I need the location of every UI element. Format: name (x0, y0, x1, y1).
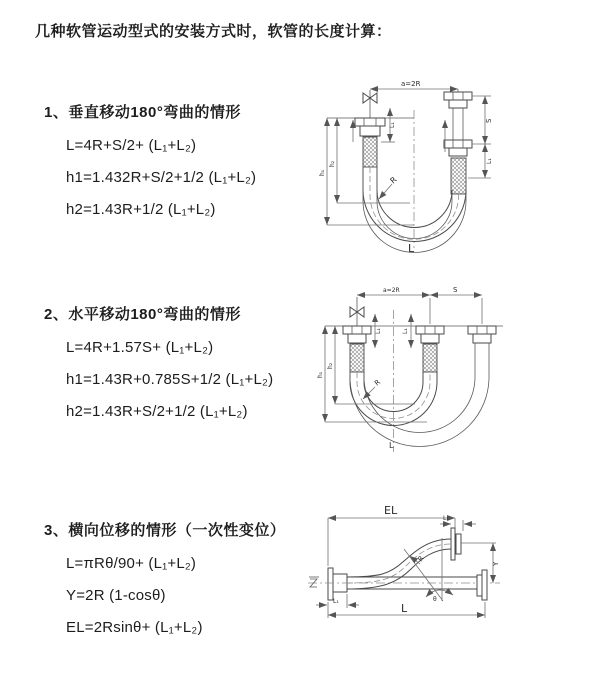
fitting-left-label: L₁ (375, 328, 382, 334)
formula-y: Y=2R (1-cosθ) (66, 587, 166, 604)
radius-callout (379, 175, 399, 199)
section-symbol (309, 577, 319, 587)
formula-h1: h1=1.43R+0.785S+1/2 (L₁+L₂) (66, 371, 274, 388)
fitting-left-label: L₁ (333, 598, 339, 605)
dim-span (370, 80, 458, 92)
section-2-heading: 2、水平移动180°弯曲的情形 (44, 306, 241, 323)
dim-fitting-left-bottom (316, 594, 359, 608)
dim-travel (472, 96, 493, 144)
diagram-horizontal-180-bend (315, 282, 600, 462)
hose-s-curve (347, 539, 451, 589)
dim-h2 (327, 326, 415, 404)
dim-extended-length (328, 504, 455, 566)
dim-fitting-left (375, 314, 382, 348)
angle-construction (404, 538, 453, 603)
travel-label: S (453, 286, 458, 294)
right-flange-lower (444, 140, 472, 156)
middle-braided-hose (423, 344, 437, 372)
length-label: L (389, 441, 394, 450)
radius-callout (410, 554, 426, 564)
hose-u-bend (363, 167, 466, 253)
dim-fitting-top (440, 515, 476, 531)
formula-length: L=πRθ/90+ (L₁+L₂) (66, 555, 197, 572)
left-braided-hose (363, 137, 377, 167)
radius-label: R (373, 378, 383, 388)
y-label: Y (492, 561, 500, 566)
valve-icon (350, 297, 364, 326)
left-flange (343, 326, 371, 343)
length-label: L (401, 602, 408, 615)
section-vertical-movement (44, 101, 256, 218)
section-lateral-displacement (44, 519, 285, 636)
formula-h2: h2=1.43R+S/2+1/2 (L₁+L₂) (66, 403, 248, 420)
radius-label: R (388, 175, 399, 186)
span-label: a=2R (401, 80, 421, 88)
radius-label: R (416, 554, 426, 564)
dim-fitting-right (468, 144, 493, 178)
h2-label: h₂ (329, 160, 336, 167)
dim-h1 (317, 326, 427, 422)
section-1-heading: 1、垂直移动180°弯曲的情形 (44, 104, 241, 121)
fitting-mid-label: L₁ (402, 328, 409, 334)
valve-icon (363, 90, 377, 118)
left-flange (328, 568, 347, 600)
fitting-top-label: L₁ (443, 515, 449, 522)
hose-u-bend (350, 343, 489, 447)
angle-label: θ (433, 596, 437, 603)
dim-travel (430, 286, 482, 324)
radius-callout (363, 378, 382, 399)
length-label: L (408, 242, 415, 255)
formula-length: L=4R+1.57S+ (L₁+L₂) (66, 339, 214, 356)
right-flange-upper (444, 92, 472, 108)
dim-fitting-mid (402, 314, 411, 348)
dim-span (357, 287, 430, 295)
h2-label: h₂ (327, 362, 334, 369)
formula-h2: h2=1.43R+1/2 (L₁+L₂) (66, 201, 216, 218)
h1-label: h₁ (319, 169, 326, 176)
upper-flange (451, 528, 461, 560)
formula-h1: h1=1.432R+S/2+1/2 (L₁+L₂) (66, 169, 257, 186)
right-flange (477, 570, 487, 600)
page-title: 几种软管运动型式的安装方式时，软管的长度计算： (35, 23, 392, 40)
fitting-right-label: L₁ (486, 158, 493, 164)
el-label: EL (384, 504, 398, 517)
left-flange (355, 118, 385, 136)
h1-label: h₁ (317, 371, 324, 378)
fitting-left-label: L₁ (389, 122, 396, 128)
section-3-heading: 3、横向位移的情形（一次性变位） (44, 522, 286, 539)
formula-length: L=4R+S/2+ (L₁+L₂) (66, 137, 197, 154)
diagram-lateral-displacement (300, 498, 600, 673)
diagram-vertical-180-bend (315, 72, 600, 262)
section-horizontal-movement (44, 303, 273, 420)
travel-label: S (485, 118, 493, 123)
span-label: a=2R (383, 287, 400, 294)
right-braided-hose (451, 158, 466, 194)
formula-el: EL=2Rsinθ+ (L₁+L₂) (66, 619, 203, 636)
left-braided-hose (350, 344, 364, 372)
dim-length (328, 602, 485, 618)
right-flange (468, 326, 496, 343)
middle-flange (416, 326, 444, 343)
